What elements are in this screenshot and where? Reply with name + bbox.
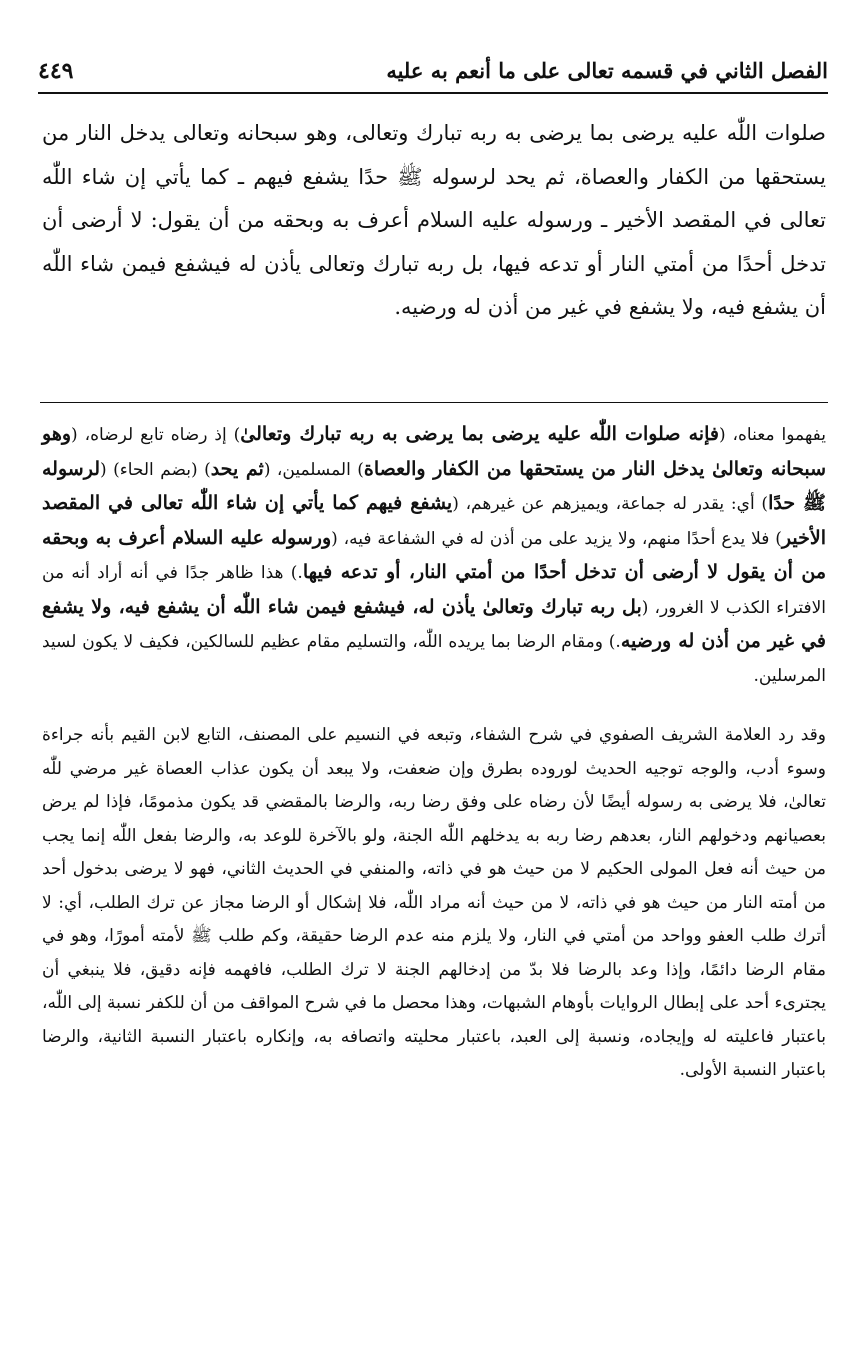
- quoted-main-text: بل ربه تبارك وتعالىٰ يأذن له، فيشفع فيمن شاء اللّٰه أن يشفع فيه، ولا يشفع في غير من أذن له ورضيه: [42, 595, 826, 652]
- commentary: [42, 418, 826, 1088]
- commentary-paragraph-2: وقد رد العلامة الشريف الصفوي في شرح الشفاء، وتبعه في النسيم على المصنف، التابع لابن القيم بأنه جراءة وسوء أدب، والوجه توجيه الحديث لوروده بطرق وإن ضعفت، ولا يبعد أن يكون عذاب العصاة غير مرضي للّٰه تعالىٰ، فلا يرضى به رسوله أيضًا لأن رضاه على وفق رضا ربه، والرضا بالمقضي قد يكون مذمومًا، فإذا لم يرض بعصيانهم ودخولهم النار، بعدهم رضا ربه به يدخلهم اللّٰه الجنة، ولو بالآخرة للوعد به، والرضا بفعل اللّٰه إنما يجب من حيث أنه فعل المولى الحكيم لا من حيث هو في ذاته، والمنفي في الحديث الثاني، فهو لا يرضى بدخول أحد من أمته النار من حيث هو في ذاته، لا من حيث أنه مراد اللّٰه، فلا إشكال أو الرضا مجاز عن ترك الطلب، أي: لا أترك طلب العفو وواحد من أمتي في النار، ولا يلزم منه عدم الرضا حقيقة، وكم طلب ﷺ لأمته أمورًا، وهو في مقام الرضا دائمًا، وإذا وعد بالرضا فلا بدّ من إدخالهم الجنة لا ترك الطلب، فافهمه فإنه دقيق، فلا ينبغي أن يجترىء أحد على إبطال الروايات بأوهام الشبهات، وهذا محصل ما في شرح المواقف من أن للكفر نسبة إلى اللّٰه، باعتبار فاعليته له وإيجاده، ونسبة إلى العبد، باعتبار محليته واتصافه به، وإنكاره باعتبار النسبة الثانية، والرضا باعتبار النسبة الأولى.: [42, 725, 826, 1080]
- commentary-text: .) هذا ظاهر جدًا في أنه أراد أنه من الافتراء الكذب لا الغرور، (: [42, 563, 826, 618]
- commentary-text: ) فلا يدع أحدًا منهم، ولا يزيد على من أذن له في الشفاعة فيه، (: [331, 528, 782, 549]
- main-text: [42, 112, 826, 330]
- commentary-text: ) (بضم الحاء) (: [99, 459, 211, 480]
- quoted-main-text: يشفع فيهم كما يأتي إن شاء اللّٰه تعالى في المقصد الأخير: [42, 492, 826, 549]
- quoted-main-text: فإنه صلوات اللّٰه عليه يرضى بما يرضى به ربه تبارك وتعالىٰ: [240, 423, 719, 445]
- commentary-text: ) المسلمين، (: [263, 459, 364, 480]
- quoted-main-text: لرسوله ﷺ حدًا: [42, 457, 826, 514]
- commentary-text: يفهموا معناه، (: [718, 425, 826, 445]
- page-header: [38, 56, 828, 90]
- page-number: ٤٤٩: [38, 58, 74, 84]
- main-paragraph: صلوات اللّٰه عليه يرضى بما يرضى به ربه تبارك وتعالى، وهو سبحانه وتعالى يدخل النار من يستحقها من الكفار والعصاة، ثم يحد لرسوله ﷺ حدًا يشفع فيهم ـ كما يأتي إن شاء اللّٰه تعالى في المقصد الأخير ـ ورسوله عليه السلام أعرف به وبحقه من أن يقول: لا أرضى أن تدخل أحدًا من أمتي النار أو تدعه فيها، بل ربه تبارك وتعالى يأذن له فيشفع فيمن شاء اللّٰه أن يشفع فيه، ولا يشفع في غير من أذن له ورضيه.: [42, 121, 826, 319]
- commentary-paragraph-1: [42, 418, 826, 693]
- commentary-text: .) ومقام الرضا بما يريده اللّٰه، والتسليم مقام عظيم للسالكين، فكيف لا يكون لسيد المرسلين.: [42, 632, 826, 686]
- commentary-text: ) أي: يقدر له جماعة، ويميزهم عن غيرهم، (: [452, 494, 769, 514]
- header-rule: [38, 92, 828, 94]
- commentary-text: ) إذ رضاه تابع لرضاه، (: [71, 425, 241, 445]
- quoted-main-text: ورسوله عليه السلام أعرف به وبحقه من أن يقول لا أرضى أن تدخل أحدًا من أمتي النار، أو تدعه فيها: [42, 526, 826, 583]
- chapter-title: الفصل الثاني في قسمه تعالى على ما أنعم به عليه: [386, 58, 828, 83]
- quoted-main-text: ثم يحد: [210, 457, 264, 480]
- footnote-divider: [40, 402, 828, 403]
- quoted-main-text: وهو سبحانه وتعالىٰ يدخل النار من يستحقها من الكفار والعصاة: [42, 423, 827, 480]
